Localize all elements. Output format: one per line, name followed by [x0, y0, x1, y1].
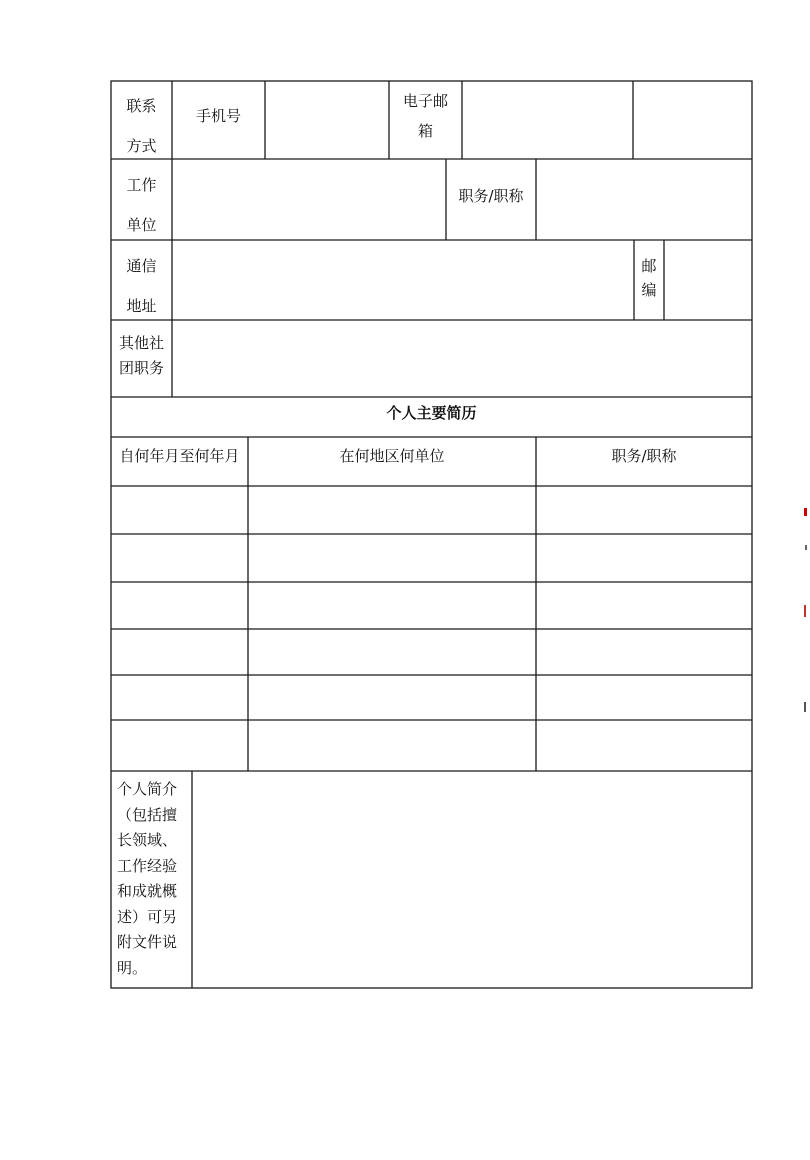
- bio-label-line: 述）可另: [117, 907, 178, 926]
- address-label-line: 通信: [126, 257, 157, 275]
- resume-col-unit: 在何地区何单位: [339, 447, 445, 465]
- address-label-line: 地址: [126, 297, 157, 315]
- resume-row-5-period[interactable]: [112, 676, 247, 719]
- resume-section-title: 个人主要简历: [386, 404, 477, 422]
- resume-row-1-period[interactable]: [112, 487, 247, 533]
- resume-row-1-unit[interactable]: [249, 487, 535, 533]
- postcode-label-line: 邮: [641, 257, 657, 275]
- resume-row-6-period[interactable]: [112, 721, 247, 770]
- bio-label-line: 附文件说: [117, 933, 178, 951]
- resume-row-3-unit[interactable]: [249, 583, 535, 628]
- other-society-label-line: 团职务: [118, 359, 164, 377]
- resume-row-2-unit[interactable]: [249, 535, 535, 581]
- bio-label-line: （包括擅: [117, 805, 178, 824]
- bio-label-line: 个人简介: [117, 780, 178, 798]
- resume-row-5-unit[interactable]: [249, 676, 535, 719]
- postcode-label: [634, 254, 664, 302]
- resume-col-period: 自何年月至何年月: [119, 447, 240, 465]
- resume-row-4-unit[interactable]: [249, 630, 535, 674]
- resume-row-4-period[interactable]: [112, 630, 247, 674]
- other-society-field[interactable]: [173, 321, 751, 396]
- contact-label-line: 联系: [126, 97, 157, 115]
- work-unit-label-line: 单位: [126, 216, 157, 234]
- resume-row-4-position[interactable]: [537, 630, 751, 674]
- position-label: 职务/职称: [458, 187, 524, 205]
- position-field[interactable]: [537, 160, 751, 239]
- scan-mark: [804, 508, 807, 516]
- other-society-label-line: 其他社: [118, 334, 164, 352]
- scan-mark: [804, 605, 806, 617]
- resume-row-6-unit[interactable]: [249, 721, 535, 770]
- resume-row-3-position[interactable]: [537, 583, 751, 628]
- scan-mark: [805, 545, 807, 550]
- resume-row-3-period[interactable]: [112, 583, 247, 628]
- resume-row-2-position[interactable]: [537, 535, 751, 581]
- work-unit-label: [111, 165, 172, 245]
- resume-col-position: 职务/职称: [611, 447, 677, 465]
- bio-label-line: 明。: [117, 958, 148, 977]
- bio-label-line: 工作经验: [117, 856, 178, 875]
- address-field[interactable]: [173, 241, 633, 319]
- bio-label: [117, 777, 189, 981]
- resume-row-1-position[interactable]: [537, 487, 751, 533]
- email-field[interactable]: [463, 82, 632, 158]
- scan-mark: [804, 702, 806, 712]
- postcode-field[interactable]: [665, 241, 751, 319]
- mobile-field[interactable]: [266, 82, 388, 158]
- email-label-line: 箱: [417, 122, 433, 140]
- other-society-label: [111, 331, 172, 381]
- bio-label-line: 和成就概: [117, 882, 178, 900]
- resume-row-2-period[interactable]: [112, 535, 247, 581]
- work-unit-label-line: 工作: [126, 176, 157, 194]
- email-label: [389, 86, 462, 146]
- address-label: [111, 246, 172, 326]
- bio-label-line: 长领域、: [117, 831, 178, 849]
- email-label-line: 电子邮: [402, 92, 448, 110]
- contact-label: [111, 86, 172, 166]
- resume-row-6-position[interactable]: [537, 721, 751, 770]
- postcode-label-line: 编: [641, 281, 657, 299]
- photo-field[interactable]: [634, 82, 751, 158]
- mobile-label: 手机号: [195, 107, 241, 125]
- resume-row-5-position[interactable]: [537, 676, 751, 719]
- work-unit-field[interactable]: [173, 160, 445, 239]
- bio-field[interactable]: [193, 772, 751, 987]
- contact-label-line: 方式: [126, 137, 157, 155]
